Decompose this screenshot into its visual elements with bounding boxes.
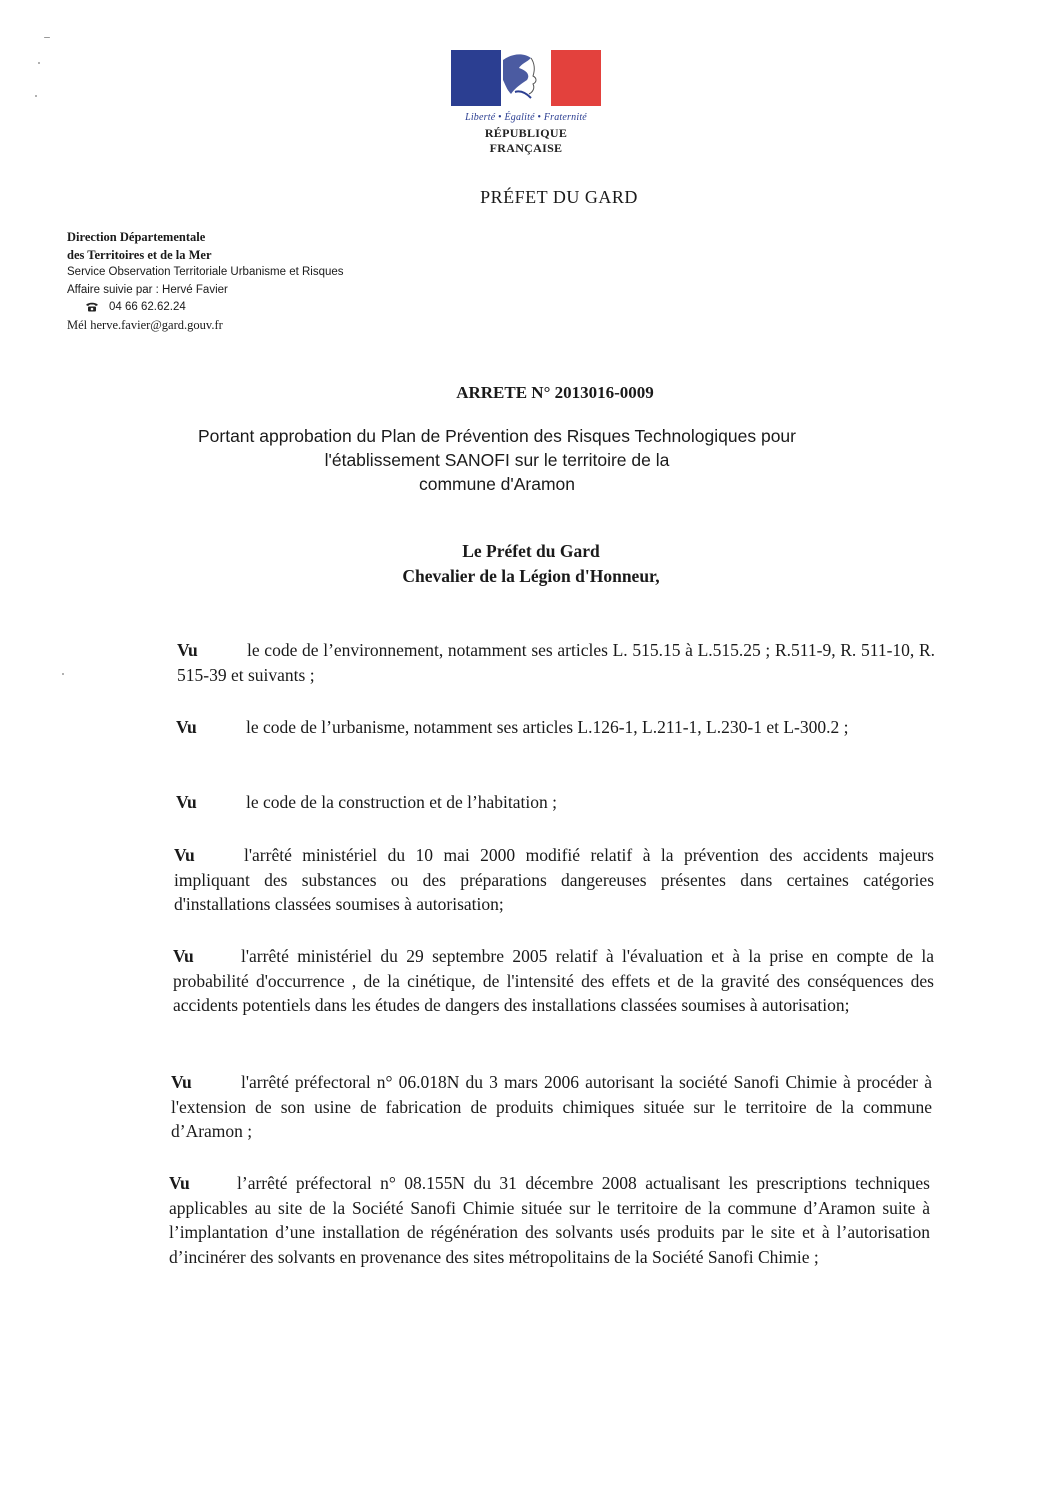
prefet-honour-line: Chevalier de la Légion d'Honneur,	[402, 566, 660, 586]
vu-paragraph	[171, 1070, 932, 1144]
vu-paragraph	[173, 944, 934, 1018]
telephone-icon	[85, 302, 99, 312]
vu-keyword: Vu	[176, 717, 197, 737]
vu-paragraph	[176, 790, 934, 815]
marianne-profile-icon	[501, 50, 551, 106]
vu-paragraph	[177, 638, 935, 687]
vu-keyword: Vu	[176, 792, 197, 812]
vu-paragraph	[176, 715, 934, 740]
vu-text: le code de la construction et de l’habitation ;	[246, 792, 558, 812]
prefet-name-line: Le Préfet du Gard	[462, 541, 600, 561]
service-line-territoires: des Territoires et de la Mer	[67, 247, 212, 262]
vu-paragraph	[169, 1171, 930, 1269]
vu-keyword: Vu	[169, 1173, 190, 1193]
vu-keyword: Vu	[174, 845, 195, 865]
service-line-email: Mél herve.favier@gard.gouv.fr	[67, 317, 223, 332]
service-block	[67, 229, 344, 334]
service-line-phone	[67, 299, 344, 317]
service-line-observation: Service Observation Territoriale Urbanisme et Risques	[67, 266, 344, 278]
service-line-direction: Direction Départementale	[67, 230, 206, 244]
vu-keyword: Vu	[177, 640, 198, 660]
scan-speck	[35, 95, 37, 97]
vu-text: l'arrêté ministériel du 10 mai 2000 modifié relatif à la prévention des accidents majeurs impliquant des substances ou des préparations dangereuses présentes dans certaines catégories d'installations classées soumises à autorisation;	[174, 845, 934, 914]
scan-speck	[38, 62, 40, 64]
arrete-number-title: ARRETE N° 2013016-0009	[456, 383, 654, 402]
republic-motto: Liberté • Égalité • Fraternité	[465, 112, 587, 123]
prefet-signatory-title	[2, 539, 1058, 589]
scan-speck	[44, 37, 50, 38]
arrete-subject	[0, 424, 1026, 496]
vu-text: l'arrêté ministériel du 29 septembre 2005 relatif à l'évaluation et à la prise en compte de la probabilité d'occurrence , de la cinétique, de l'intensité des effets et de la gravité des conséquences des accidents potentiels dans les études de dangers des installations classées soumises à autorisation;	[173, 946, 934, 1015]
prefet-heading: PRÉFET DU GARD	[480, 187, 638, 207]
scan-speck	[62, 673, 64, 675]
tricolor-flag-icon	[451, 50, 601, 106]
subject-line: Portant approbation du Plan de Prévention des Risques Technologiques pour	[197, 426, 796, 446]
phone-number: 04 66 62.62.24	[109, 301, 186, 313]
marianne-logo	[450, 50, 602, 156]
vu-keyword: Vu	[173, 946, 194, 966]
vu-paragraph	[174, 843, 934, 917]
subject-line: commune d'Aramon	[418, 474, 576, 494]
vu-keyword: Vu	[171, 1072, 192, 1092]
vu-text: le code de l’urbanisme, notamment ses articles L.126-1, L.211-1, L.230-1 et L-300.2 ;	[246, 717, 849, 737]
subject-line: l'établissement SANOFI sur le territoire de la	[324, 450, 670, 470]
vu-text: l’arrêté préfectoral n° 08.155N du 31 décembre 2008 actualisant les prescriptions techniques applicables au site de la Société Sanofi Chimie située sur le territoire de la commune d’Aramon suite à l’implantation d’une installation de régénération des solvants usés produits par le site et à l’autorisation d’incinérer des solvants en provenance des sites métropolitains de la Société Sanofi Chimie ;	[169, 1173, 930, 1267]
republique-francaise-label: RÉPUBLIQUE FRANÇAISE	[484, 126, 568, 155]
vu-text: l'arrêté préfectoral n° 06.018N du 3 mars 2006 autorisant la société Sanofi Chimie à procéder à l'extension de son usine de fabrication de produits chimiques située sur le territoire de la commune d’Aramon ;	[171, 1072, 932, 1141]
service-line-affaire: Affaire suivie par : Hervé Favier	[67, 283, 228, 296]
vu-text: le code de l’environnement, notamment ses articles L. 515.15 à L.515.25 ; R.511-9, R. 511-10, R. 515-39 et suivants ;	[177, 640, 935, 685]
